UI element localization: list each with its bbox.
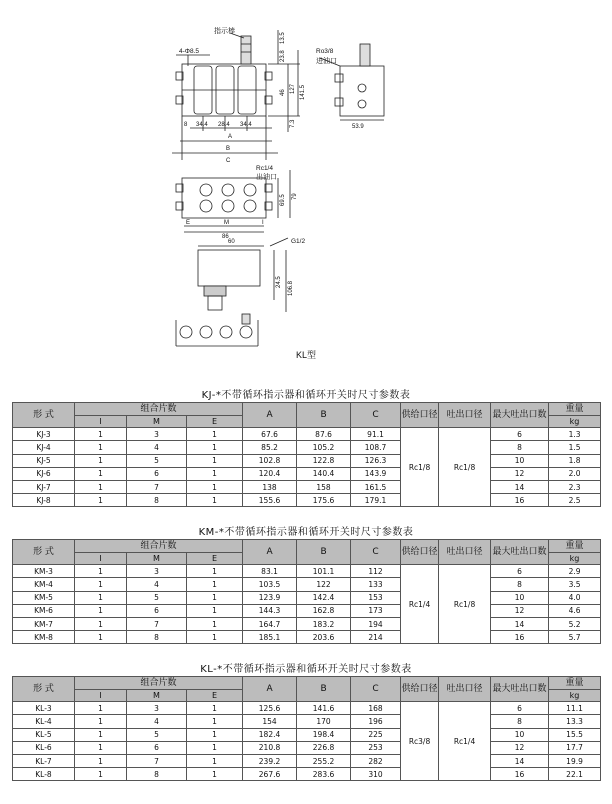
cell-I: 1 bbox=[75, 480, 127, 493]
cell-kg: 13.3 bbox=[549, 715, 601, 728]
cell-I: 1 bbox=[75, 702, 127, 715]
cell-E: 1 bbox=[187, 441, 243, 454]
cell-max: 16 bbox=[491, 768, 549, 781]
cell-B: 226.8 bbox=[297, 741, 351, 754]
header-form: 形 式 bbox=[13, 540, 75, 565]
table-row bbox=[13, 480, 601, 493]
dim-60: 60 bbox=[228, 239, 235, 245]
cell-A: 182.4 bbox=[243, 728, 297, 741]
cell-max: 14 bbox=[491, 754, 549, 767]
table-row bbox=[13, 591, 601, 604]
header-B: B bbox=[297, 540, 351, 565]
cell-max: 12 bbox=[491, 604, 549, 617]
cell-E: 1 bbox=[187, 428, 243, 441]
cell-B: 170 bbox=[297, 715, 351, 728]
cell-E: 1 bbox=[187, 728, 243, 741]
cell-kg: 1.5 bbox=[549, 441, 601, 454]
header-I: I bbox=[75, 416, 127, 428]
cell-I: 1 bbox=[75, 741, 127, 754]
table-row bbox=[13, 441, 601, 454]
cell-max: 8 bbox=[491, 578, 549, 591]
cell-kg: 2.5 bbox=[549, 494, 601, 507]
table-title: KL-*不带循环指示器和循环开关时尺寸参数表 bbox=[200, 664, 412, 675]
header-B: B bbox=[297, 403, 351, 428]
header-max: 最大吐出口数 bbox=[491, 677, 549, 702]
dim-C: C bbox=[226, 158, 231, 164]
header-I: I bbox=[75, 553, 127, 565]
header-form: 形 式 bbox=[13, 403, 75, 428]
cell-kg: 2.3 bbox=[549, 480, 601, 493]
cell-model: KM-3 bbox=[13, 565, 75, 578]
cell-M: 4 bbox=[127, 715, 187, 728]
cell-kg: 5.7 bbox=[549, 631, 601, 644]
dim-28-4: 28.4 bbox=[218, 122, 230, 128]
cell-C: 91.1 bbox=[351, 428, 401, 441]
cell-C: 112 bbox=[351, 565, 401, 578]
cell-C: 133 bbox=[351, 578, 401, 591]
cell-C: 253 bbox=[351, 741, 401, 754]
cell-E: 1 bbox=[187, 467, 243, 480]
table-row bbox=[13, 702, 601, 715]
cell-max: 14 bbox=[491, 617, 549, 630]
cell-B: 122.8 bbox=[297, 454, 351, 467]
cell-kg: 15.5 bbox=[549, 728, 601, 741]
cell-model: KL-6 bbox=[13, 741, 75, 754]
cell-I: 1 bbox=[75, 728, 127, 741]
cell-supply: Rc1/4 bbox=[401, 565, 439, 644]
spec-table-km bbox=[12, 539, 601, 644]
dim-B: B bbox=[226, 146, 231, 152]
table-title: KJ-*不带循环指示器和循环开关时尺寸参数表 bbox=[201, 390, 411, 401]
cell-M: 6 bbox=[127, 467, 187, 480]
cell-model: KJ-3 bbox=[13, 428, 75, 441]
cell-model: KJ-5 bbox=[13, 454, 75, 467]
cell-M: 7 bbox=[127, 754, 187, 767]
cell-M: 6 bbox=[127, 741, 187, 754]
cell-A: 210.8 bbox=[243, 741, 297, 754]
header-supply: 供给口径 bbox=[401, 677, 439, 702]
cell-model: KJ-8 bbox=[13, 494, 75, 507]
cell-max: 8 bbox=[491, 715, 549, 728]
cell-E: 1 bbox=[187, 604, 243, 617]
cell-max: 8 bbox=[491, 441, 549, 454]
cell-kg: 11.1 bbox=[549, 702, 601, 715]
cell-model: KL-7 bbox=[13, 754, 75, 767]
dim-A: A bbox=[228, 134, 233, 140]
label-outlet: 出油口 bbox=[256, 174, 277, 181]
cell-B: 142.4 bbox=[297, 591, 351, 604]
cell-A: 239.2 bbox=[243, 754, 297, 767]
spec-table-kl bbox=[12, 676, 601, 781]
cell-E: 1 bbox=[187, 591, 243, 604]
cell-A: 125.6 bbox=[243, 702, 297, 715]
cell-M: 5 bbox=[127, 728, 187, 741]
cell-model: KM-5 bbox=[13, 591, 75, 604]
cell-kg: 2.0 bbox=[549, 467, 601, 480]
cell-I: 1 bbox=[75, 604, 127, 617]
dim-106-8: 106.8 bbox=[288, 280, 294, 296]
cell-E: 1 bbox=[187, 631, 243, 644]
dim-13-5: 13.5 bbox=[280, 32, 286, 44]
dim-127: 127 bbox=[290, 83, 296, 94]
cell-A: 83.1 bbox=[243, 565, 297, 578]
cell-M: 3 bbox=[127, 428, 187, 441]
cell-B: 183.2 bbox=[297, 617, 351, 630]
label-hole: 4-Φ8.5 bbox=[179, 48, 200, 55]
cell-M: 7 bbox=[127, 617, 187, 630]
cell-E: 1 bbox=[187, 480, 243, 493]
cell-I: 1 bbox=[75, 428, 127, 441]
header-group: 组合片数 bbox=[75, 677, 243, 690]
cell-max: 16 bbox=[491, 494, 549, 507]
header-weight: 重量 bbox=[549, 677, 601, 690]
dim-34-4a: 34.4 bbox=[196, 122, 208, 128]
cell-A: 67.6 bbox=[243, 428, 297, 441]
cell-I: 1 bbox=[75, 715, 127, 728]
cell-M: 4 bbox=[127, 578, 187, 591]
table-row bbox=[13, 578, 601, 591]
cell-E: 1 bbox=[187, 768, 243, 781]
header-supply: 供给口径 bbox=[401, 403, 439, 428]
cell-C: 143.9 bbox=[351, 467, 401, 480]
dim-141-5: 141.5 bbox=[300, 84, 306, 100]
cell-E: 1 bbox=[187, 754, 243, 767]
cell-A: 154 bbox=[243, 715, 297, 728]
header-C: C bbox=[351, 540, 401, 565]
cell-M: 3 bbox=[127, 565, 187, 578]
header-max: 最大吐出口数 bbox=[491, 403, 549, 428]
cell-C: 225 bbox=[351, 728, 401, 741]
table-row bbox=[13, 631, 601, 644]
cell-A: 267.6 bbox=[243, 768, 297, 781]
header-outlet: 吐出口径 bbox=[439, 677, 491, 702]
cell-B: 87.6 bbox=[297, 428, 351, 441]
cell-B: 175.6 bbox=[297, 494, 351, 507]
cell-supply: Rc1/8 bbox=[401, 428, 439, 507]
cell-B: 255.2 bbox=[297, 754, 351, 767]
cell-B: 141.6 bbox=[297, 702, 351, 715]
cell-C: 153 bbox=[351, 591, 401, 604]
table-row bbox=[13, 617, 601, 630]
cell-A: 164.7 bbox=[243, 617, 297, 630]
label-inlet-thread: Ro3/8 bbox=[316, 48, 334, 55]
header-kg: kg bbox=[549, 553, 601, 565]
label-thread-g: G1/2 bbox=[291, 238, 306, 245]
cell-model: KL-5 bbox=[13, 728, 75, 741]
cell-max: 6 bbox=[491, 702, 549, 715]
cell-max: 12 bbox=[491, 467, 549, 480]
header-B: B bbox=[297, 677, 351, 702]
cell-kg: 5.2 bbox=[549, 617, 601, 630]
table-row bbox=[13, 467, 601, 480]
header-form: 形 式 bbox=[13, 677, 75, 702]
header-kg: kg bbox=[549, 690, 601, 702]
dim-8: 8 bbox=[184, 122, 188, 128]
table-row bbox=[13, 741, 601, 754]
indicator-rod bbox=[241, 36, 251, 64]
cell-max: 14 bbox=[491, 480, 549, 493]
cell-I: 1 bbox=[75, 617, 127, 630]
cell-C: 310 bbox=[351, 768, 401, 781]
header-C: C bbox=[351, 403, 401, 428]
cell-supply: Rc3/8 bbox=[401, 702, 439, 781]
header-weight: 重量 bbox=[549, 540, 601, 553]
header-E: E bbox=[187, 416, 243, 428]
dim-69-5: 69.5 bbox=[280, 194, 286, 206]
cell-I: 1 bbox=[75, 454, 127, 467]
cell-max: 6 bbox=[491, 428, 549, 441]
cell-max: 16 bbox=[491, 631, 549, 644]
table-row bbox=[13, 754, 601, 767]
cell-M: 5 bbox=[127, 454, 187, 467]
header-C: C bbox=[351, 677, 401, 702]
dim-53-9: 53.9 bbox=[352, 124, 364, 130]
cell-B: 140.4 bbox=[297, 467, 351, 480]
label-indicator-rod: 指示棒 bbox=[214, 28, 235, 35]
cell-A: 120.4 bbox=[243, 467, 297, 480]
spec-table-kj bbox=[12, 402, 601, 507]
cell-I: 1 bbox=[75, 441, 127, 454]
cell-C: 196 bbox=[351, 715, 401, 728]
cell-E: 1 bbox=[187, 454, 243, 467]
header-M: M bbox=[127, 553, 187, 565]
cell-C: 214 bbox=[351, 631, 401, 644]
cell-C: 179.1 bbox=[351, 494, 401, 507]
cell-model: KJ-6 bbox=[13, 467, 75, 480]
header-E: E bbox=[187, 553, 243, 565]
dim-23-8: 23.8 bbox=[280, 50, 286, 62]
cell-kg: 3.5 bbox=[549, 578, 601, 591]
header-kg: kg bbox=[549, 416, 601, 428]
header-A: A bbox=[243, 403, 297, 428]
cell-kg: 22.1 bbox=[549, 768, 601, 781]
cell-A: 144.3 bbox=[243, 604, 297, 617]
cell-B: 283.6 bbox=[297, 768, 351, 781]
cell-kg: 4.0 bbox=[549, 591, 601, 604]
cell-M: 8 bbox=[127, 631, 187, 644]
cell-E: 1 bbox=[187, 702, 243, 715]
header-outlet: 吐出口径 bbox=[439, 403, 491, 428]
table-row bbox=[13, 494, 601, 507]
header-E: E bbox=[187, 690, 243, 702]
cell-I: 1 bbox=[75, 591, 127, 604]
table-row bbox=[13, 604, 601, 617]
cell-M: 7 bbox=[127, 480, 187, 493]
cell-I: 1 bbox=[75, 631, 127, 644]
technical-drawing bbox=[0, 0, 612, 370]
cell-C: 126.3 bbox=[351, 454, 401, 467]
cell-I: 1 bbox=[75, 578, 127, 591]
header-M: M bbox=[127, 690, 187, 702]
header-supply: 供给口径 bbox=[401, 540, 439, 565]
cell-max: 12 bbox=[491, 741, 549, 754]
table-row bbox=[13, 565, 601, 578]
cell-E: 1 bbox=[187, 741, 243, 754]
cell-C: 161.5 bbox=[351, 480, 401, 493]
cell-A: 185.1 bbox=[243, 631, 297, 644]
cell-model: KL-8 bbox=[13, 768, 75, 781]
header-A: A bbox=[243, 540, 297, 565]
header-max: 最大吐出口数 bbox=[491, 540, 549, 565]
cell-max: 10 bbox=[491, 728, 549, 741]
cell-model: KJ-7 bbox=[13, 480, 75, 493]
cell-M: 3 bbox=[127, 702, 187, 715]
cell-max: 6 bbox=[491, 565, 549, 578]
header-M: M bbox=[127, 416, 187, 428]
table-row bbox=[13, 428, 601, 441]
cell-B: 198.4 bbox=[297, 728, 351, 741]
cell-A: 138 bbox=[243, 480, 297, 493]
cell-model: KM-4 bbox=[13, 578, 75, 591]
table-row bbox=[13, 454, 601, 467]
cell-I: 1 bbox=[75, 467, 127, 480]
top-view-body bbox=[182, 178, 266, 218]
cell-max: 10 bbox=[491, 591, 549, 604]
header-I: I bbox=[75, 690, 127, 702]
cell-kg: 19.9 bbox=[549, 754, 601, 767]
cell-E: 1 bbox=[187, 617, 243, 630]
cell-outlet: Rc1/8 bbox=[439, 428, 491, 507]
cell-E: 1 bbox=[187, 565, 243, 578]
model-label: KL型 bbox=[296, 350, 317, 360]
cell-A: 102.8 bbox=[243, 454, 297, 467]
cell-C: 108.7 bbox=[351, 441, 401, 454]
dim-7-3: 7.3 bbox=[290, 119, 296, 128]
dim-34-4b: 34.4 bbox=[240, 122, 252, 128]
cell-M: 5 bbox=[127, 591, 187, 604]
cell-kg: 2.9 bbox=[549, 565, 601, 578]
cell-kg: 4.6 bbox=[549, 604, 601, 617]
label-outlet-thread: Rc1/4 bbox=[256, 165, 273, 172]
cell-model: KL-3 bbox=[13, 702, 75, 715]
dim-86: 86 bbox=[222, 234, 229, 240]
cell-kg: 1.3 bbox=[549, 428, 601, 441]
cell-E: 1 bbox=[187, 494, 243, 507]
cell-kg: 17.7 bbox=[549, 741, 601, 754]
cell-B: 101.1 bbox=[297, 565, 351, 578]
dim-46: 46 bbox=[280, 89, 286, 96]
cell-model: KJ-4 bbox=[13, 441, 75, 454]
cell-A: 155.6 bbox=[243, 494, 297, 507]
dim-I: I bbox=[262, 220, 264, 226]
cell-I: 1 bbox=[75, 754, 127, 767]
side-view-body bbox=[340, 66, 384, 116]
header-group: 组合片数 bbox=[75, 403, 243, 416]
cell-B: 158 bbox=[297, 480, 351, 493]
label-inlet: 进油口 bbox=[316, 58, 337, 65]
cell-model: KM-8 bbox=[13, 631, 75, 644]
cell-E: 1 bbox=[187, 578, 243, 591]
header-group: 组合片数 bbox=[75, 540, 243, 553]
cell-I: 1 bbox=[75, 565, 127, 578]
cell-C: 168 bbox=[351, 702, 401, 715]
cell-outlet: Rc1/4 bbox=[439, 702, 491, 781]
table-row bbox=[13, 768, 601, 781]
header-weight: 重量 bbox=[549, 403, 601, 416]
cell-M: 8 bbox=[127, 494, 187, 507]
cell-A: 103.5 bbox=[243, 578, 297, 591]
cell-M: 4 bbox=[127, 441, 187, 454]
cell-M: 6 bbox=[127, 604, 187, 617]
cell-A: 85.2 bbox=[243, 441, 297, 454]
cell-B: 203.6 bbox=[297, 631, 351, 644]
header-outlet: 吐出口径 bbox=[439, 540, 491, 565]
cell-C: 173 bbox=[351, 604, 401, 617]
detail-view-body bbox=[198, 250, 260, 286]
table-row bbox=[13, 728, 601, 741]
table-row bbox=[13, 715, 601, 728]
cell-B: 122 bbox=[297, 578, 351, 591]
cell-model: KM-7 bbox=[13, 617, 75, 630]
cell-I: 1 bbox=[75, 768, 127, 781]
dim-79: 79 bbox=[292, 193, 298, 200]
dim-E: E bbox=[186, 220, 191, 226]
cell-B: 162.8 bbox=[297, 604, 351, 617]
cell-outlet: Rc1/8 bbox=[439, 565, 491, 644]
table-title: KM-*不带循环指示器和循环开关时尺寸参数表 bbox=[198, 527, 414, 538]
cell-max: 10 bbox=[491, 454, 549, 467]
cell-model: KM-6 bbox=[13, 604, 75, 617]
cell-I: 1 bbox=[75, 494, 127, 507]
dim-M: M bbox=[224, 220, 229, 226]
header-A: A bbox=[243, 677, 297, 702]
cell-C: 194 bbox=[351, 617, 401, 630]
dim-24-5: 24.5 bbox=[276, 276, 282, 288]
cell-A: 123.9 bbox=[243, 591, 297, 604]
cell-E: 1 bbox=[187, 715, 243, 728]
cell-M: 8 bbox=[127, 768, 187, 781]
cell-C: 282 bbox=[351, 754, 401, 767]
cell-kg: 1.8 bbox=[549, 454, 601, 467]
cell-model: KL-4 bbox=[13, 715, 75, 728]
cell-B: 105.2 bbox=[297, 441, 351, 454]
